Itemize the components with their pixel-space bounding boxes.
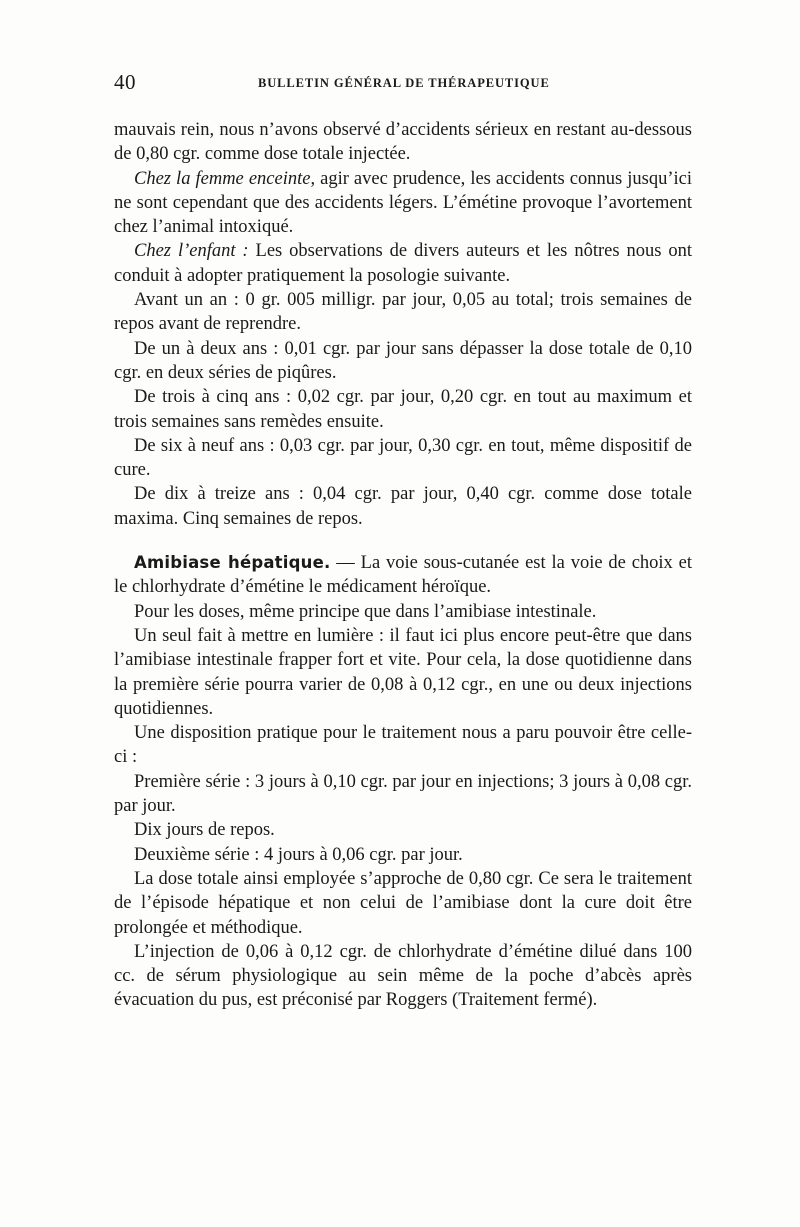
paragraph (114, 167, 692, 240)
paragraph: De trois à cinq ans : 0,02 cgr. par jour, 0,20 cgr. en tout au maximum et trois semaines sans remèdes ensuite. (114, 387, 692, 432)
page-number: 40 (114, 70, 136, 94)
paragraph-text: , agir avec prudence, les accidents connus jusqu’ici ne sont cependant que des accidents légers. L’émétine provoque l’avortement chez l’animal intoxiqué. (114, 168, 693, 238)
page-body (114, 118, 692, 1013)
section-paragraph (114, 551, 692, 600)
paragraph: Pour les doses, même principe que dans l’amibiase intestinale. (134, 601, 597, 622)
paragraph-text: Les observations de divers auteurs et les nôtres nous ont conduit à adopter pratiquement la posologie suivante. (114, 241, 693, 286)
paragraph: De un à deux ans : 0,01 cgr. par jour sans dépasser la dose totale de 0,10 cgr. en deux séries de piqûres. (114, 338, 692, 383)
paragraph: Deuxième série : 4 jours à 0,06 cgr. par jour. (134, 844, 463, 865)
paragraph: Un seul fait à mettre en lumière : il faut ici plus encore peut-être que dans l’amibiase intestinale frapper fort et vite. Pour cela, la dose quotidienne dans la première série pourra varier de 0,08 à 0,12 cgr., en une ou deux injections quotidiennes. (114, 625, 692, 719)
paragraph: Une disposition pratique pour le traitement nous a paru pouvoir être celle-ci : (114, 723, 692, 768)
italic-lead: Chez la femme enceinte (134, 168, 311, 189)
paragraph-text: — La voie sous-cutanée est la voie de choix et le chlorhydrate d’émétine le médicament héroïque. (114, 553, 693, 598)
running-header (114, 70, 692, 96)
paragraph: mauvais rein, nous n’avons observé d’accidents sérieux en restant au-dessous de 0,80 cgr. comme dose totale injectée. (114, 120, 692, 165)
paragraph: Première série : 3 jours à 0,10 cgr. par jour en injections; 3 jours à 0,08 cgr. par jour. (114, 771, 692, 817)
paragraph (114, 239, 692, 288)
paragraph: Dix jours de repos. (134, 820, 275, 841)
paragraph: De dix à treize ans : 0,04 cgr. par jour, 0,40 cgr. comme dose totale maxima. Cinq semaines de repos. (114, 484, 692, 529)
paragraph: L’injection de 0,06 à 0,12 cgr. de chlorhydrate d’émétine dilué dans 100 cc. de sérum physiologique au sein même de la poche d’abcès après évacuation du pus, est préconisé par Roggers (Traitement fermé). (114, 941, 692, 1011)
journal-title: BULLETIN GÉNÉRAL DE THÉRAPEUTIQUE (258, 76, 550, 90)
paragraph: La dose totale ainsi employée s’approche de 0,80 cgr. Ce sera le traitement de l’épisode hépatique et non celui de l’amibiase dont la cure doit être prolongée et méthodique. (114, 868, 692, 938)
section-heading: Amibiase hépatique. (134, 553, 331, 573)
paragraph: Avant un an : 0 gr. 005 milligr. par jour, 0,05 au total; trois semaines de repos avant de reprendre. (114, 290, 692, 335)
paragraph: De six à neuf ans : 0,03 cgr. par jour, 0,30 cgr. en tout, même dispositif de cure. (114, 435, 692, 481)
italic-lead: Chez l’enfant : (134, 241, 249, 262)
